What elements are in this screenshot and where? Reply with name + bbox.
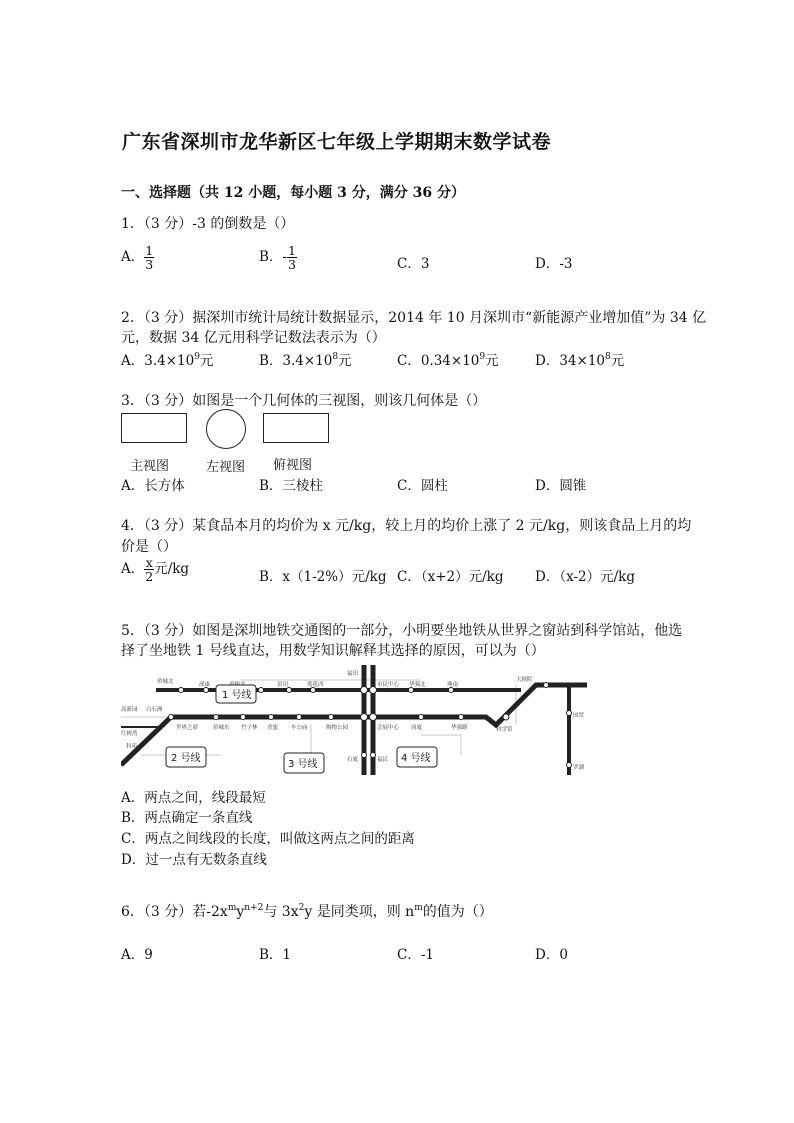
station-label: 莲花西	[307, 682, 324, 688]
line-1-label-box	[216, 685, 256, 703]
station-label: 竹子林	[241, 725, 258, 731]
station-label: 香蜜	[267, 725, 279, 731]
question-5-stem-line1: 5．（3 分）如图是深圳地铁交通图的一部分，小明要坐地铁从世界之窗站到科学馆站，他选	[121, 623, 683, 639]
page-title: 广东省深圳市龙华新区七年级上学期期末数学试卷	[122, 131, 552, 153]
option-text: D．34×10	[535, 353, 605, 369]
station-label: 市民中心	[377, 682, 400, 688]
station-label: 华强路	[451, 725, 468, 731]
question-6-option-c[interactable]: C．-1	[397, 947, 434, 963]
question-6-option-d[interactable]: D．0	[535, 947, 568, 963]
line-1-label: 1 号线	[222, 690, 252, 701]
station-label: 大剧院	[516, 677, 533, 683]
station-label: 车公庙	[291, 725, 308, 731]
question-5-option-d[interactable]: D．过一点有无数条直线	[121, 852, 267, 868]
stem-text: 的值为（）	[422, 904, 493, 920]
station-label: 罗湖	[573, 765, 585, 771]
question-5-option-b[interactable]: B．两点确定一条直线	[121, 810, 253, 826]
question-3-option-c[interactable]: C．圆柱	[397, 478, 448, 494]
unit: 元	[610, 353, 625, 369]
unit: 元	[338, 353, 352, 369]
question-2-option-c[interactable]	[397, 349, 499, 369]
option-text: C．0.34×10	[397, 353, 480, 369]
station-label: 科苑	[126, 744, 138, 750]
denominator: 3	[287, 257, 296, 273]
option-label: A．	[121, 561, 145, 578]
question-1-option-b[interactable]	[259, 244, 297, 271]
top-view-rectangle	[263, 413, 329, 443]
line-2-label: 2 号线	[171, 753, 201, 764]
station-label: 红树湾	[121, 731, 138, 737]
question-3-stem: 3．（3 分）如图是一个几何体的三视图，则该几何体是（）	[121, 393, 487, 409]
unit: 元	[485, 353, 499, 369]
question-1-option-a[interactable]	[121, 244, 154, 271]
question-5-option-c[interactable]: C．两点之间线段的长度，叫做这两点之间的距离	[121, 831, 415, 847]
fraction	[144, 556, 154, 583]
left-view-label: 左视图	[206, 460, 246, 475]
question-3-option-b[interactable]: B．三棱柱	[259, 478, 323, 494]
metro-map	[121, 665, 587, 775]
station-label: 白石洲	[146, 707, 163, 713]
station-label: 岗厦	[411, 725, 423, 731]
exponent: n+2	[244, 903, 264, 913]
station-label: 石厦	[347, 757, 359, 763]
option-label: A．	[121, 249, 145, 266]
numerator: 1	[145, 243, 154, 258]
line-3-label: 3 号线	[288, 759, 318, 770]
question-2-option-a[interactable]	[121, 349, 213, 369]
question-2-stem-line1: 2．（3 分）据深圳市统计局统计数据显示，2014 年 10 月深圳市“新能源产业增加值”为 34 亿	[121, 310, 707, 326]
station-label: 高新园	[121, 707, 138, 713]
fraction	[144, 244, 154, 271]
line-4-label-box	[397, 747, 437, 767]
question-4-option-d[interactable]: D．（x-2）元/kg	[535, 569, 635, 585]
left-view-circle	[206, 409, 246, 449]
question-6-option-b[interactable]: B．1	[259, 947, 292, 963]
line-2-label-box	[166, 747, 206, 767]
station-label: 购物公园	[326, 725, 349, 731]
exponent: 9	[479, 352, 486, 362]
question-3-option-d[interactable]: D．圆锥	[535, 478, 587, 494]
front-view-rectangle	[121, 413, 187, 443]
option-text: A．3.4×10	[121, 353, 195, 369]
option-text: B．3.4×10	[259, 353, 333, 369]
question-5-option-a[interactable]: A．两点之间，线段最短	[121, 790, 266, 806]
denominator: 3	[145, 257, 154, 273]
station-label: 华强北	[409, 682, 426, 688]
station-label: 会展中心	[377, 725, 400, 731]
station-label: 福民	[377, 757, 389, 763]
numerator: x	[145, 555, 153, 570]
question-4-option-c[interactable]: C．（x+2）元/kg	[397, 569, 504, 585]
exponent: m	[227, 903, 237, 913]
station-label: 燕南	[447, 682, 459, 688]
question-2-option-d[interactable]	[535, 349, 624, 369]
exponent: 2	[298, 903, 305, 913]
station-label: 景田	[277, 682, 289, 688]
line-3-label-box	[284, 753, 324, 773]
question-5-stem-line2: 择了坐地铁 1 号线直达，用数学知识解释其选择的原因，可以为（）	[121, 643, 545, 659]
unit: 元/kg	[154, 561, 190, 578]
station-label: 科学馆	[496, 727, 513, 733]
denominator: 2	[145, 569, 154, 585]
option-label: B．-	[259, 249, 287, 266]
question-2-stem-line2: 元，数据 34 亿元用科学记数法表示为（）	[121, 330, 386, 346]
unit: 元	[199, 353, 214, 369]
station-label: 国贸	[573, 713, 585, 719]
question-4-stem-line2: 价是（）	[121, 539, 177, 555]
question-1-option-d[interactable]: D．-3	[535, 256, 573, 272]
question-4-option-a[interactable]	[121, 556, 189, 583]
stem-text: y 是同类项，则 n	[304, 904, 415, 920]
line-4-label: 4 号线	[401, 753, 431, 764]
exponent: m	[414, 903, 423, 913]
question-6-stem	[121, 901, 493, 921]
station-label: 深康	[199, 682, 211, 688]
station-label: 侨城东	[213, 725, 230, 731]
top-view-label: 俯视图	[273, 458, 313, 473]
station-label: 世界之窗	[176, 725, 199, 731]
question-6-option-a[interactable]: A．9	[121, 947, 153, 963]
numerator: 1	[287, 243, 296, 258]
question-1-stem: 1．（3 分）-3 的倒数是（）	[121, 216, 295, 232]
section-heading: 一、选择题（共 12 小题，每小题 3 分，满分 36 分）	[121, 185, 465, 201]
stem-text: 6．（3 分）若-2x	[121, 904, 228, 920]
station-label: 福田	[347, 671, 359, 677]
exponent: 8	[332, 352, 339, 362]
question-4-option-b[interactable]: B．x（1-2%）元/kg	[259, 569, 387, 585]
stem-text: y	[236, 904, 245, 920]
question-1-option-c[interactable]: C．3	[397, 256, 430, 272]
front-view-label: 主视图	[130, 459, 170, 474]
stem-text: 与 3x	[263, 904, 299, 920]
question-2-option-b[interactable]	[259, 349, 352, 369]
question-4-stem-line1: 4．（3 分）某食品本月的均价为 x 元/kg，较上月的均价上涨了 2 元/kg，则该食品上月的均	[121, 518, 692, 534]
question-3-option-a[interactable]: A．长方体	[121, 478, 185, 494]
exponent: 8	[605, 352, 611, 362]
exponent: 9	[194, 352, 200, 362]
station-label: 侨城北	[157, 679, 174, 685]
fraction	[287, 244, 297, 271]
